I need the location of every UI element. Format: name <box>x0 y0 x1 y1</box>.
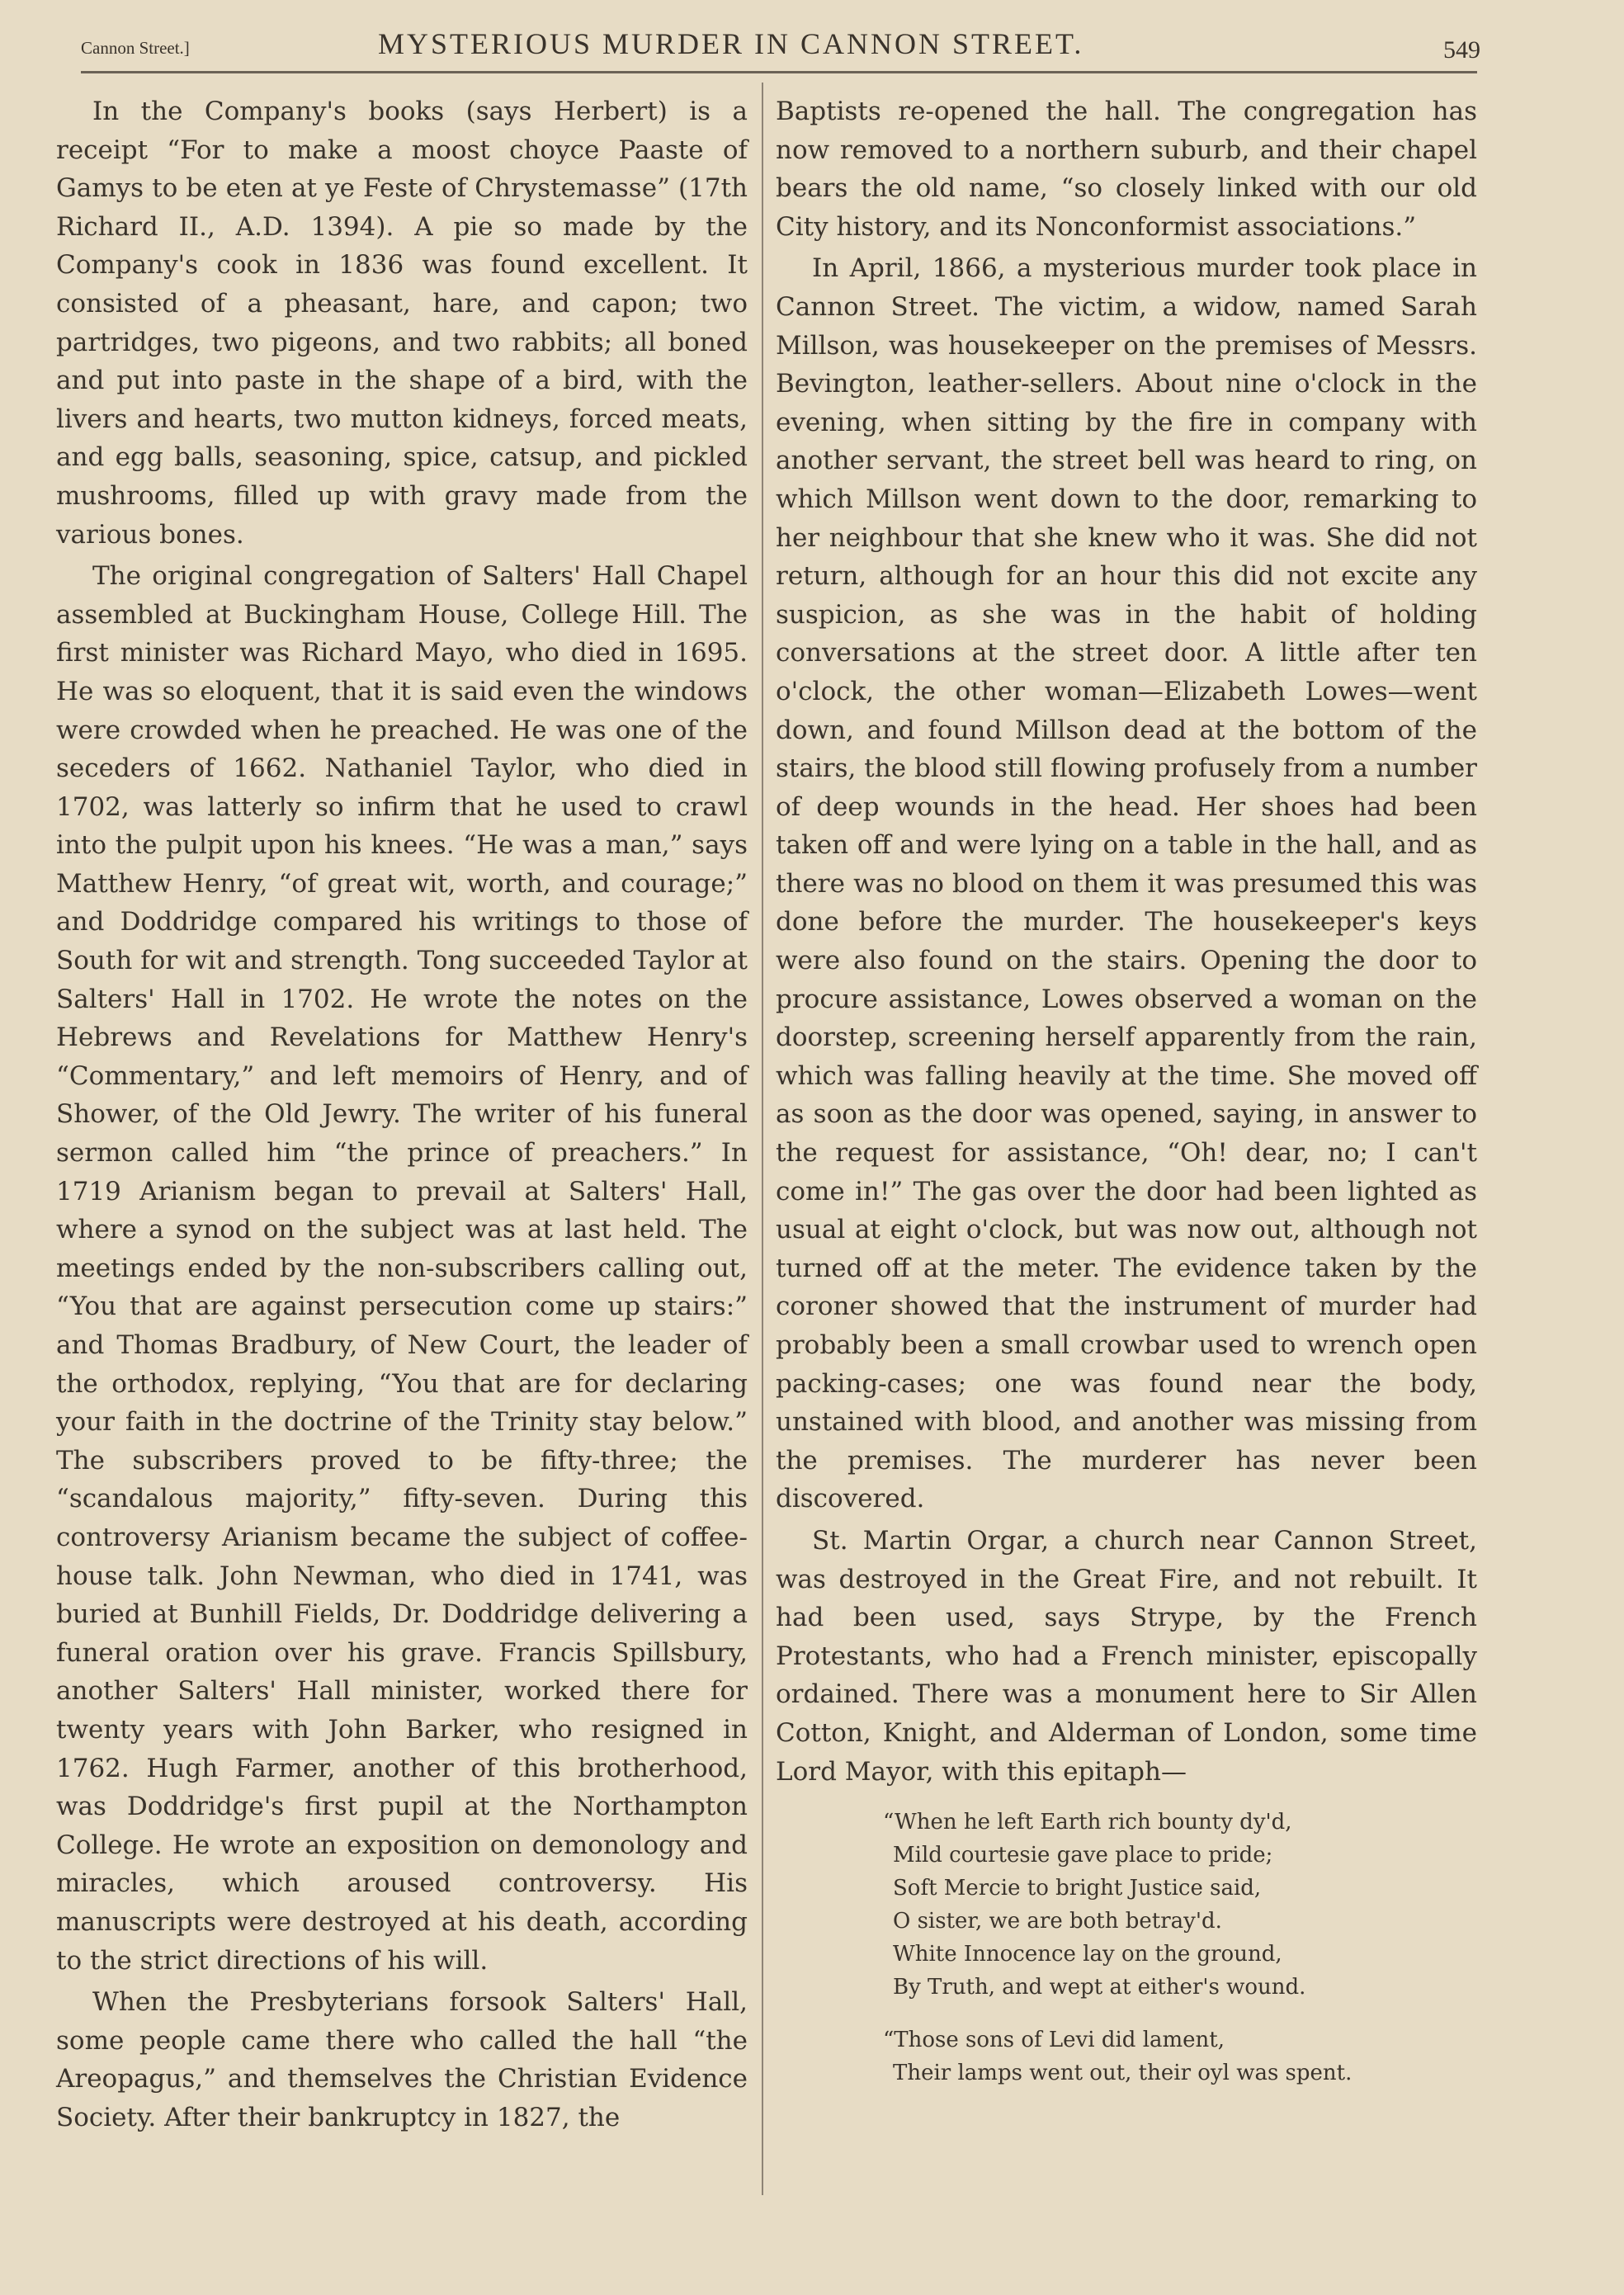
paragraph-company-pie: In the Company's books (says Herbert) is a receipt “For to make a moost choyce Paaste of Gamys to be eten at ye Feste of Chrystemasse” (17th Richard II., A.D. 1394). A pie so made by the Company's cook in 1836 was found excellent. It consisted of a pheasant, hare, and capon; two partridges, two pigeons, and two rabbits; all boned and put into paste in the shape of a bird, with the livers and hearts, two mutton kidneys, forced meats, and egg balls, seasoning, spice, catsup, and pickled mushrooms, filled up with gravy made from the various bones. <box>56 97 748 550</box>
page-number: 549 <box>1443 36 1480 64</box>
verse-line: “When he left Earth rich bounty dy'd, <box>883 1810 1292 1835</box>
epitaph-stanza-2 <box>883 2023 1477 2090</box>
epitaph-stanza-1 <box>883 1806 1477 2004</box>
paragraph-st-martin-orgar: St. Martin Orgar, a church near Cannon Street, was destroyed in the Great Fire, and not rebuilt. It had been used, says Strype, by the French Protestants, who had a French minister, episcopally ordained. There was a monument here to Sir Allen Cotton, Knight, and Alderman of London, some time Lord Mayor, with this epitaph— <box>776 1525 1477 1787</box>
paragraph-presbyterians: When the Presbyterians forsook Salters' Hall, some people came there who called the hall “the Areopagus,” and themselves the Christian Evidence Society. After their bankruptcy in 1827, the <box>56 1987 748 2132</box>
left-column <box>56 92 748 2137</box>
column-divider <box>762 83 763 2195</box>
verse-line: By Truth, and wept at either's wound. <box>893 1975 1306 2000</box>
running-head <box>81 21 1480 71</box>
running-head-section: Cannon Street.] <box>81 38 190 58</box>
paragraph-salters-hall-chapel: The original congregation of Salters' Hall Chapel assembled at Buckingham House, College Hill. The first minister was Richard Mayo, who died in 1695. He was so eloquent, that it is said even the windows were crowded when he preached. He was one of the seceders of 1662. Nathaniel Taylor, who died in 1702, was latterly so infirm that he used to crawl into the pulpit upon his knees. “He was a man,” says Matthew Henry, “of great wit, worth, and courage;” and Doddridge compared his writings to those of South for wit and strength. Tong succeeded Taylor at Salters' Hall in 1702. He wrote the notes on the Hebrews and Revelations for Matthew Henry's “Commentary,” and left memoirs of Henry, and of Shower, of the Old Jewry. The writer of his funeral sermon called him “the prince of preachers.” In 1719 Arianism began to prevail at Salters' Hall, where a synod on the subject was at last held. The meetings ended by the non-subscribers calling out, “You that are against persecution come up stairs:” and Thomas Bradbury, of New Court, the leader of the orthodox, replying, “You that are for declaring your faith in the doctrine of the Trinity stay below.” The subscribers proved to be fifty-three; the “scandalous majority,” fifty-seven. During this controversy Arianism became the subject of coffee-house talk. John Newman, who died in 1741, was buried at Bunhill Fields, Dr. Doddridge delivering a funeral oration over his grave. Francis Spillsbury, another Salters' Hall minister, worked there for twenty years with John Barker, who resigned in 1762. Hugh Farmer, another of this brotherhood, was Doddridge's first pupil at the Northampton College. He wrote an exposition on demonology and miracles, which aroused controversy. His manuscripts were destroyed at his death, according to the strict directions of his will. <box>56 561 748 1976</box>
verse-line: Soft Mercie to bright Justice said, <box>893 1876 1262 1901</box>
paragraph-baptists: Baptists re-opened the hall. The congregation has now removed to a northern suburb, and their chapel bears the old name, “so closely linked with our old City history, and its Nonconformist associations.” <box>776 97 1477 242</box>
paragraph-cannon-street-murder: In April, 1866, a mysterious murder took place in Cannon Street. The victim, a widow, named Sarah Millson, was housekeeper on the premises of Messrs. Bevington, leather-sellers. About nine o'clock in the evening, when sitting by the fire in company with another servant, the street bell was heard to ring, on which Millson went down to the door, remarking to her neighbour that she knew who it was. She did not return, although for an hour this did not excite any suspicion, as she was in the habit of holding conversations at the street door. A little after ten o'clock, the other woman—Elizabeth Lowes—went down, and found Millson dead at the bottom of the stairs, the blood still flowing profusely from a number of deep wounds in the head. Her shoes had been taken off and were lying on a table in the hall, and as there was no blood on them it was presumed this was done before the murder. The housekeeper's keys were also found on the stairs. Opening the door to procure assistance, Lowes observed a woman on the doorstep, screening herself apparently from the rain, which was falling heavily at the time. She moved off as soon as the door was opened, saying, in answer to the request for assistance, “Oh! dear, no; I can't come in!” The gas over the door had been lighted as usual at eight o'clock, but was now out, although not turned off at the meter. The evidence taken by the coroner showed that the instrument of murder had probably been a small crowbar used to wrench open packing-cases; one was found near the body, unstained with blood, and another was missing from the premises. The murderer has never been discovered. <box>776 253 1477 1514</box>
epitaph-verse <box>883 1806 1477 2090</box>
verse-line: O sister, we are both betray'd. <box>893 1909 1222 1934</box>
verse-line: “Those sons of Levi did lament, <box>883 2028 1225 2053</box>
running-head-title: MYSTERIOUS MURDER IN CANNON STREET. <box>378 27 1084 60</box>
header-rule <box>81 71 1477 73</box>
verse-line: White Innocence lay on the ground, <box>893 1942 1282 1967</box>
verse-line: Their lamps went out, their oyl was spent. <box>893 2061 1353 2086</box>
right-column <box>776 92 1477 2109</box>
verse-line: Mild courtesie gave place to pride; <box>893 1843 1273 1868</box>
